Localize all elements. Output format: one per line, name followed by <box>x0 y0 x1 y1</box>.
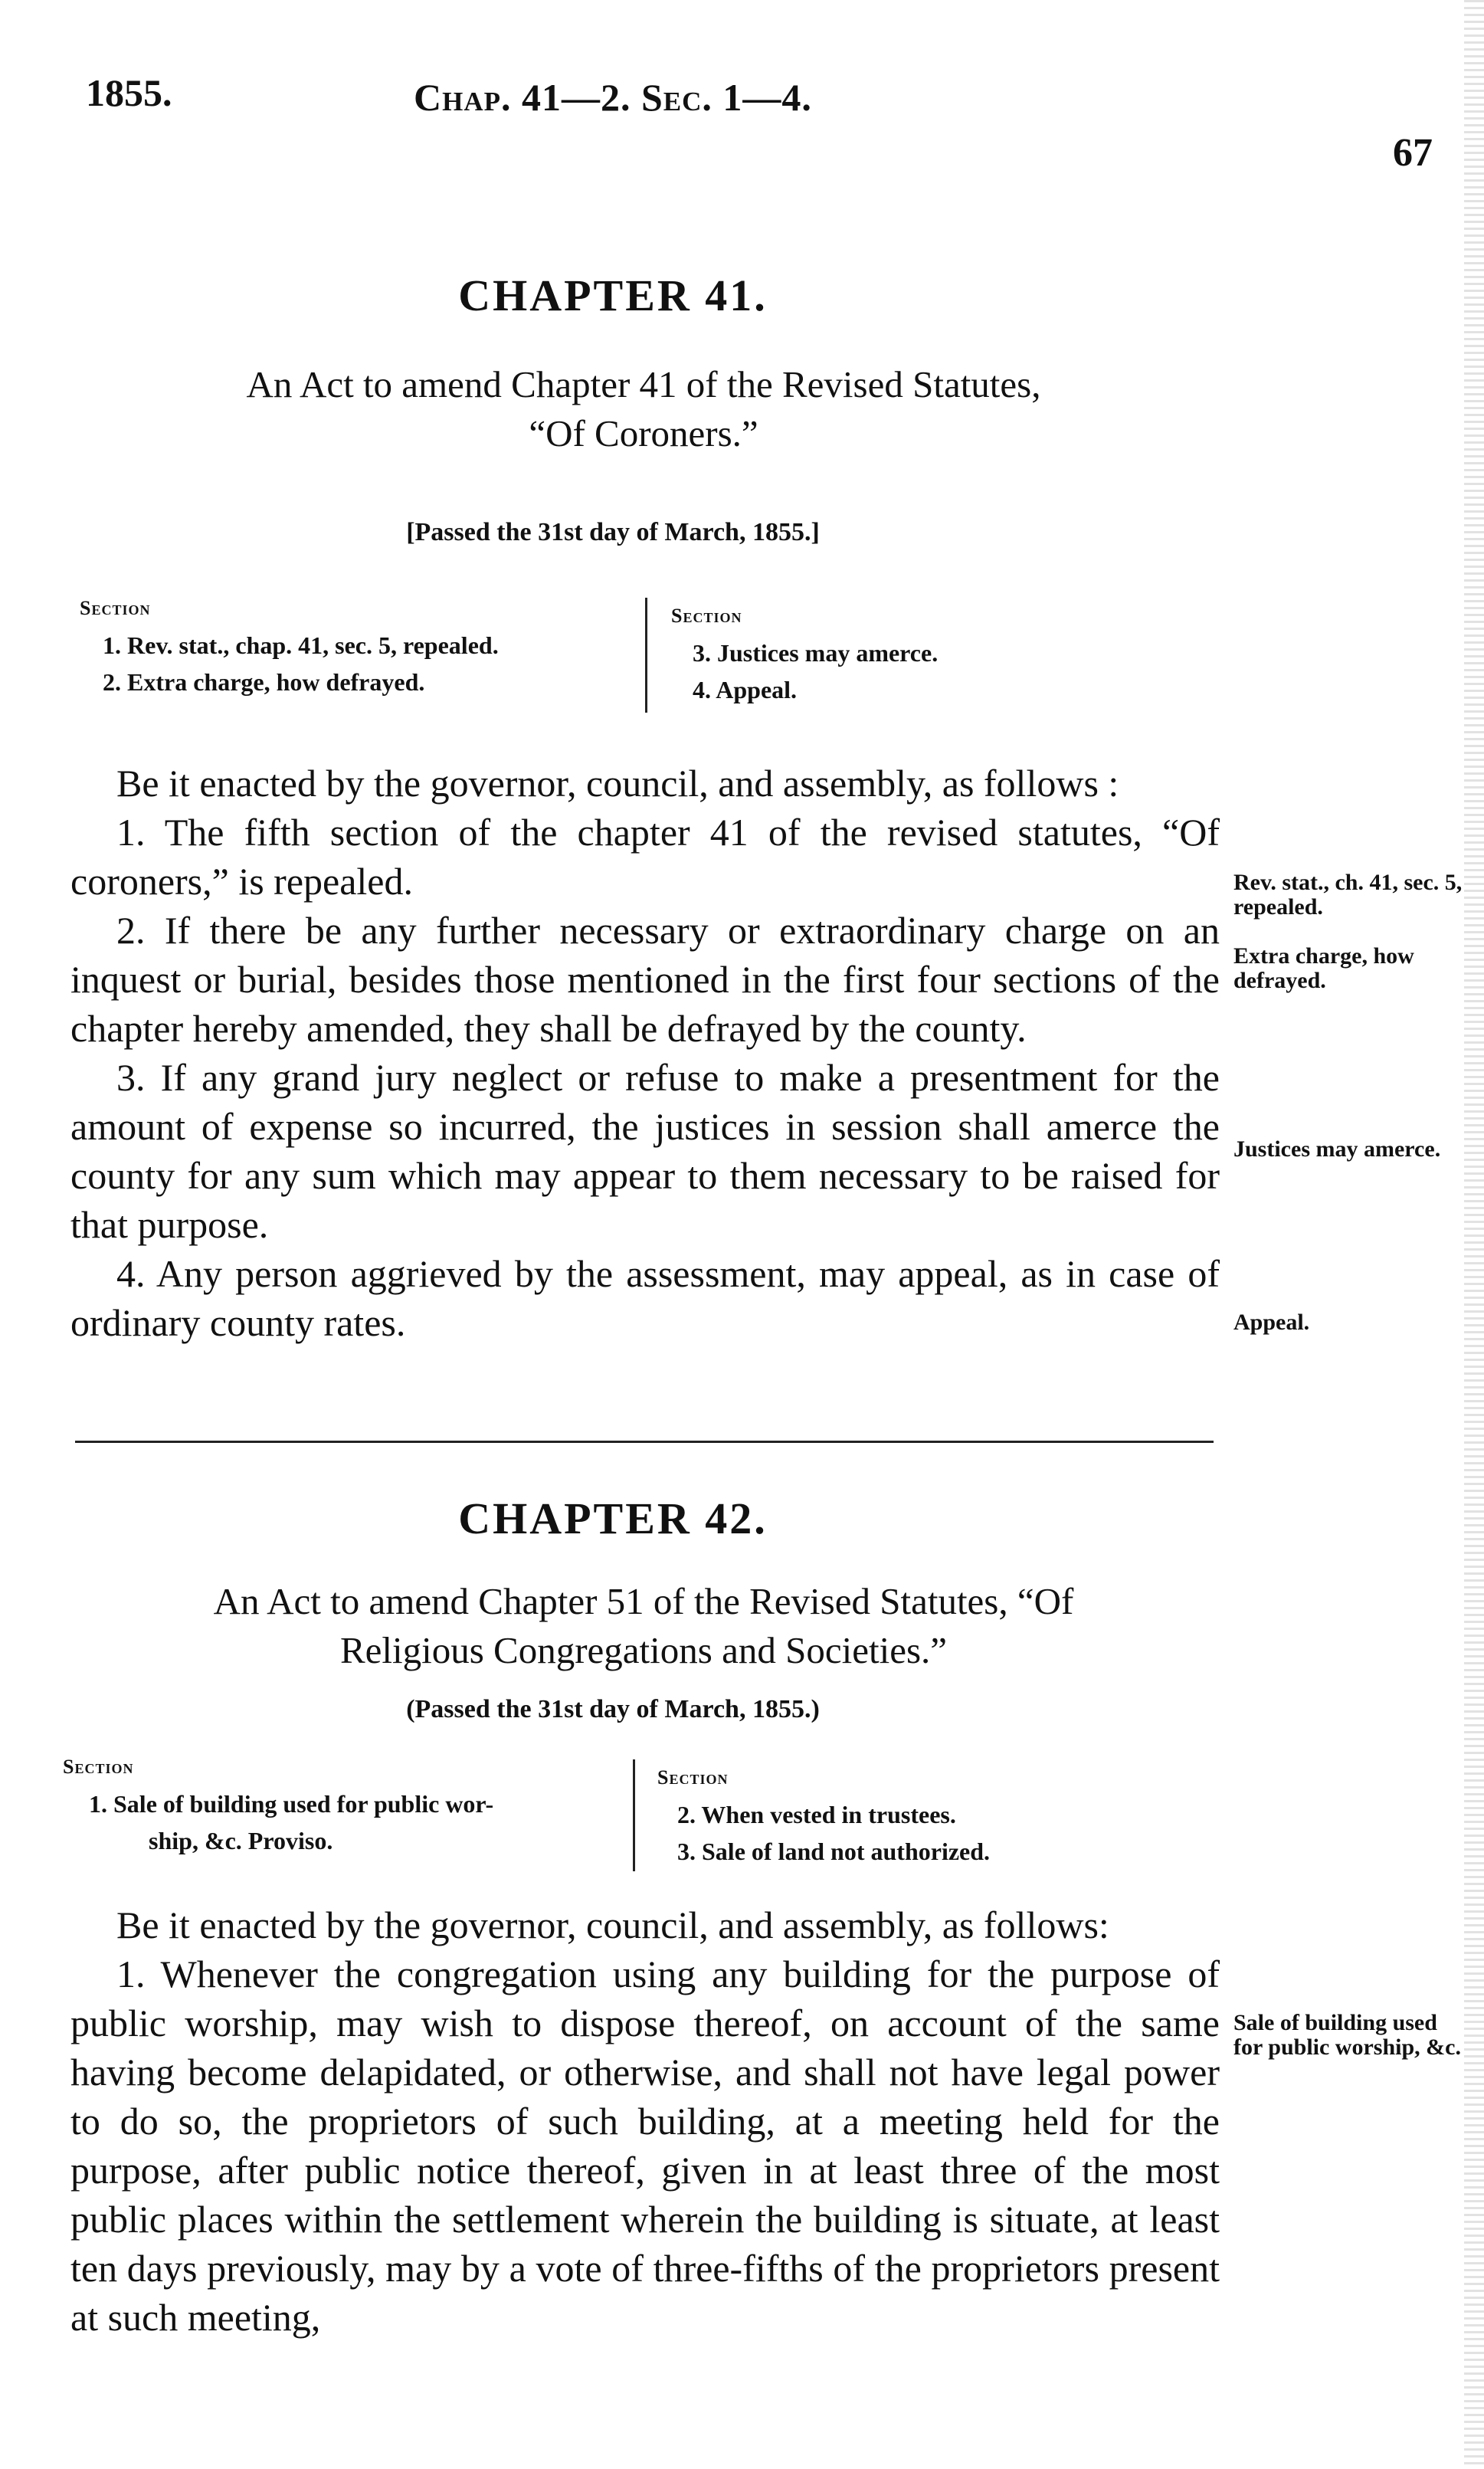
chapter-41-passed-date: [Passed the 31st day of March, 1855.] <box>406 518 820 546</box>
running-head-year: 1855. <box>86 71 172 114</box>
toc-divider <box>633 1759 635 1871</box>
chapter-42-toc-left <box>63 1749 630 1859</box>
margin-note: Justices may amerce. <box>1233 1136 1441 1162</box>
toc-item: 4. Appeal. <box>693 676 798 703</box>
section-1: 1. Whenever the congregation using any building for the purpose of public worship, may wish to dispose thereof, on account of the same having become delapidated, or otherwise, and shall not have legal power to do so, the proprietors of such building, at a meeting held for the purpose, after public notice thereof, given in at least three of the most public places within the settlement wherein the building is situate, at least ten days previously, may by a vote of three-fifths of the proprietors present at such meeting, <box>70 1953 1220 2339</box>
chapter-42-toc-right <box>657 1759 1148 1870</box>
toc-divider <box>645 598 647 713</box>
toc-heading: Section <box>657 1766 729 1789</box>
margin-note: Extra charge, how defrayed. <box>1233 943 1414 993</box>
chapter-41-body <box>70 759 1220 1347</box>
chapter-41-act-line-1: An Act to amend Chapter 41 of the Revised Statutes, <box>246 363 1041 405</box>
chapter-42-passed-date: (Passed the 31st day of March, 1855.) <box>406 1695 820 1723</box>
enacting-clause: Be it enacted by the governor, council, and assembly, as follows: <box>116 1903 1109 1946</box>
margin-note: Appeal. <box>1233 1310 1310 1335</box>
toc-item: 1. Sale of building used for public wor- <box>89 1790 494 1818</box>
section-4: 4. Any person aggrieved by the assessment, may appeal, as in case of ordinary county rates. <box>70 1252 1220 1344</box>
chapter-42-body <box>70 1900 1220 2342</box>
running-head-center: Chap. 41—2. Sec. 1—4. <box>414 76 812 119</box>
margin-note: Rev. stat., ch. 41, sec. 5, repealed. <box>1233 870 1463 920</box>
toc-heading: Section <box>671 605 742 627</box>
toc-heading: Section <box>80 597 151 619</box>
toc-item: 2. When vested in trustees. <box>677 1801 956 1828</box>
chapter-42-act-title <box>92 1577 1195 1675</box>
chapter-42-act-line-2: Religious Congregations and Societies.” <box>339 1629 948 1671</box>
chapter-42-act-line-1: An Act to amend Chapter 51 of the Revised Statutes, “Of <box>213 1580 1074 1622</box>
margin-note: Sale of building used for public worship, &c. <box>1233 2010 1461 2060</box>
section-3: 3. If any grand jury neglect or refuse to make a presentment for the amount of expense so incurred, the justices in session shall amerce the county for any sum which may appear to them necessary to be raised for that purpose. <box>70 1056 1220 1246</box>
chapter-41-act-title <box>92 360 1195 458</box>
chapter-41-toc-right <box>671 598 1131 708</box>
chapter-42-title: CHAPTER 42. <box>458 1494 768 1543</box>
toc-item: ship, &c. Proviso. <box>149 1827 333 1854</box>
chapter-41-title: CHAPTER 41. <box>458 271 768 320</box>
page-edge-shading <box>1464 0 1484 2469</box>
toc-item: 2. Extra charge, how defrayed. <box>103 668 425 696</box>
toc-item: 3. Sale of land not authorized. <box>677 1838 991 1865</box>
section-2: 2. If there be any further necessary or extraordinary charge on an inquest or burial, besides those mentioned in the first four sections of the chapter hereby amended, they shall be defrayed by the county. <box>70 909 1220 1050</box>
page-number: 67 <box>1393 131 1433 175</box>
section-1: 1. The fifth section of the chapter 41 of the revised statutes, “Of coroners,” is repealed. <box>70 811 1220 903</box>
chapter-divider-rule <box>75 1441 1214 1443</box>
toc-item: 1. Rev. stat., chap. 41, sec. 5, repealed. <box>103 631 499 659</box>
chapter-41-act-line-2: “Of Coroners.” <box>529 412 758 454</box>
chapter-41-toc-left <box>80 590 647 700</box>
toc-item: 3. Justices may amerce. <box>693 639 939 667</box>
toc-heading: Section <box>63 1756 134 1778</box>
enacting-clause: Be it enacted by the governor, council, and assembly, as follows : <box>116 762 1119 805</box>
